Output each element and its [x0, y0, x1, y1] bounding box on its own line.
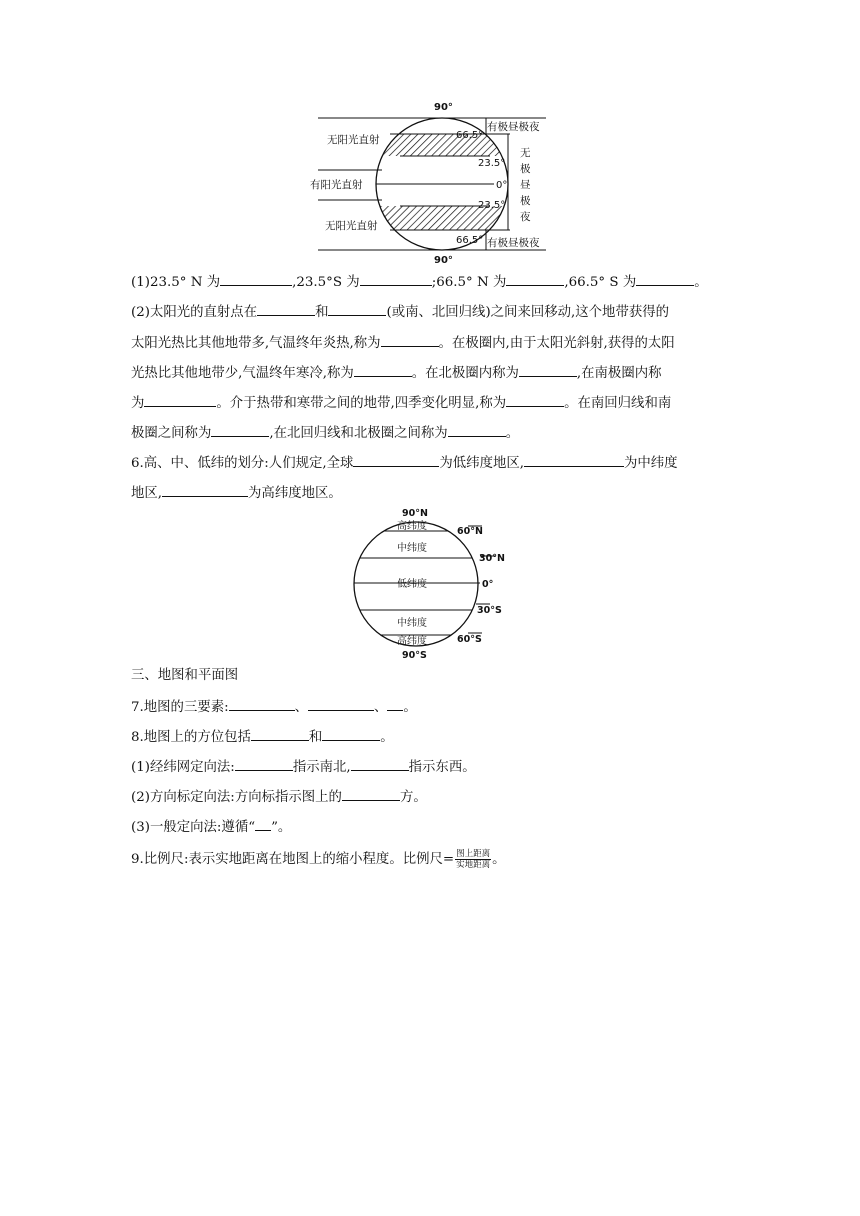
- scale-fraction: [455, 849, 491, 870]
- fig1-no-polar-3: 昼: [520, 179, 531, 191]
- q6-blank-1[interactable]: [353, 453, 439, 467]
- q2-blank-7[interactable]: [506, 393, 564, 407]
- q2-line-5: 极圈之间称为 ,在北回归线和北极圈之间称为 。: [131, 423, 741, 444]
- fig2-mid-n: 中纬度: [397, 543, 427, 554]
- fig1-r-665s: 66.5°: [456, 235, 484, 246]
- q8-blank-1[interactable]: [251, 727, 309, 741]
- fig1-r-235n: 23.5°: [478, 158, 506, 169]
- fig2-r60n: 60°N: [457, 526, 483, 537]
- q2-blank-5[interactable]: [519, 363, 577, 377]
- q2-line-4: 为 。介于热带和寒带之间的地带,四季变化明显,称为 。在南回归线和南: [131, 393, 741, 414]
- fig2-r0: 0°: [482, 579, 494, 590]
- q2-line-2: 太阳光热比其他地带多,气温终年炎热,称为 。在极圈内,由于太阳光斜射,获得的太阳: [131, 333, 741, 354]
- fig2-low: 低纬度: [397, 579, 427, 590]
- hatch-north: [370, 134, 520, 156]
- fig2-mid-s: 中纬度: [397, 618, 427, 629]
- q6-line-2: 地区, 为高纬度地区。: [131, 483, 741, 504]
- fig1-polar-bottom: 有极昼极夜: [487, 237, 540, 249]
- q7-blank-1[interactable]: [229, 697, 295, 711]
- fig1-no-polar-1: 无: [520, 147, 531, 159]
- fig1-top-label: 90°: [434, 102, 453, 113]
- q8-line: 8.地图上的方位包括 和 。: [131, 727, 741, 748]
- fig2-high-n: 高纬度: [397, 521, 427, 532]
- q2-blank-3[interactable]: [381, 333, 439, 347]
- fig1-r-665n: 66.5°: [456, 130, 484, 141]
- q8-3-line: (3)一般定向法:遵循“ ”。: [131, 817, 741, 838]
- q1-blank-3[interactable]: [506, 272, 564, 286]
- fig1-r-235s: 23.5°: [478, 200, 506, 211]
- q9-line: 9.比例尺:表示实地距离在地图上的缩小程度。比例尺= $\frac{\text{图上距离}}{\text{实地距离}}$ 。: [131, 849, 506, 870]
- q8-2-blank-1[interactable]: [342, 787, 400, 801]
- q2-blank-1[interactable]: [257, 302, 315, 316]
- fig2-r60s: 60°S: [457, 634, 482, 645]
- q1-blank-4[interactable]: [636, 272, 694, 286]
- sunlight-zones-figure: [300, 96, 560, 268]
- fig2-high-s: 高纬度: [397, 636, 427, 647]
- q6-blank-3[interactable]: [162, 483, 248, 497]
- fig2-n90: 90°N: [402, 508, 428, 519]
- fig1-left-top: 无阳光直射: [327, 134, 380, 146]
- latitude-zones-figure: [340, 506, 520, 660]
- q8-3-blank-1[interactable]: [255, 817, 271, 831]
- q8-blank-2[interactable]: [322, 727, 380, 741]
- q2-blank-2[interactable]: [328, 302, 386, 316]
- q1-line: (1)23.5° N 为 ,23.5°S 为 ;66.5° N 为 ,66.5° S 为 。: [131, 272, 741, 293]
- q2-line-3: 光热比其他地带少,气温终年寒冷,称为 。在北极圈内称为 ,在南极圈内称: [131, 363, 741, 384]
- fig1-no-polar-5: 夜: [520, 211, 531, 223]
- q6-blank-2[interactable]: [524, 453, 624, 467]
- q2-blank-4[interactable]: [354, 363, 412, 377]
- fig1-bottom-label: 90°: [434, 255, 453, 266]
- fig2-r30n: 30°N: [479, 553, 505, 564]
- q7-line: 7.地图的三要素: 、 、 。: [131, 697, 741, 718]
- fig1-left-bottom: 无阳光直射: [325, 220, 378, 232]
- q1-blank-1[interactable]: [220, 272, 292, 286]
- fig1-r-0: 0°: [496, 180, 508, 191]
- q6-line-1: 6.高、中、低纬的划分:人们规定,全球 为低纬度地区, 为中纬度: [131, 453, 741, 474]
- q8-1-blank-2[interactable]: [351, 757, 409, 771]
- fig1-polar-top: 有极昼极夜: [487, 121, 540, 133]
- fig2-s90: 90°S: [402, 650, 427, 660]
- q8-1-blank-1[interactable]: [235, 757, 293, 771]
- q1-blank-2[interactable]: [360, 272, 432, 286]
- fig1-no-polar-2: 极: [520, 163, 531, 175]
- q7-blank-2[interactable]: [308, 697, 374, 711]
- q2-blank-8[interactable]: [211, 423, 269, 437]
- q8-2-line: (2)方向标定向法:方向标指示图上的 方。: [131, 787, 741, 808]
- fig1-no-polar-4: 极: [520, 195, 531, 207]
- q2-line-1: (2)太阳光的直射点在 和 (或南、北回归线)之间来回移动,这个地带获得的: [131, 302, 741, 323]
- fraction-denominator: 实地距离: [456, 860, 491, 870]
- q2-blank-6[interactable]: [144, 393, 216, 407]
- q7-blank-3[interactable]: [387, 697, 403, 711]
- section-3-title: 三、地图和平面图: [131, 668, 239, 683]
- q2-blank-9[interactable]: [448, 423, 506, 437]
- fig1-left-mid: 有阳光直射: [310, 179, 363, 191]
- q8-1-line: (1)经纬网定向法: 指示南北, 指示东西。: [131, 757, 741, 778]
- fig2-r30s: 30°S: [477, 605, 502, 616]
- fraction-numerator: 图上距离: [456, 849, 491, 859]
